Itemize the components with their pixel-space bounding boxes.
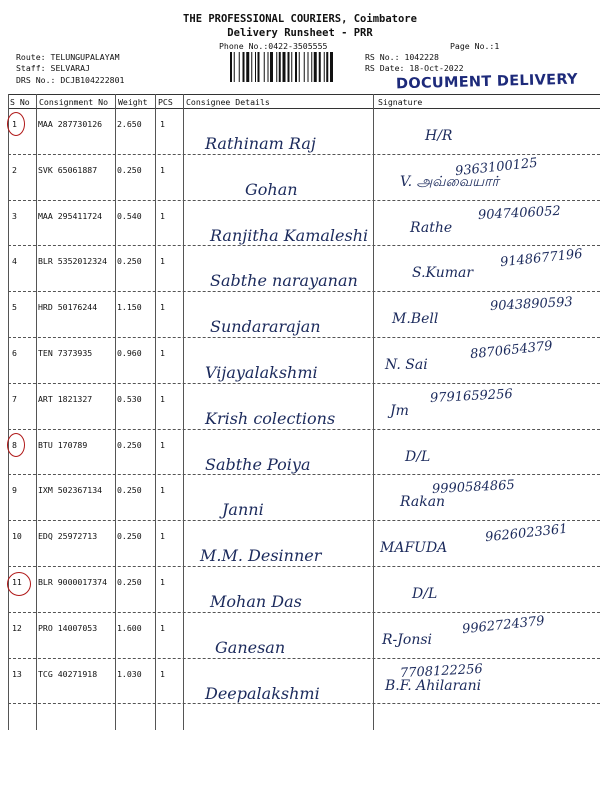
- consignee-name-handwritten: Gohan: [245, 179, 298, 199]
- consignee-name-handwritten: M.M. Desinner: [200, 546, 322, 566]
- row-divider: [8, 474, 600, 475]
- red-circle-mark: [7, 572, 31, 596]
- row-weight: 0.540: [117, 210, 142, 221]
- row-weight: 1.030: [117, 668, 142, 679]
- signature-handwritten: R-Jonsi: [382, 631, 432, 648]
- row-sno: 6: [12, 348, 17, 358]
- barcode-bar: [291, 52, 292, 82]
- row-divider: [8, 154, 600, 155]
- signature-handwritten: D/L: [405, 448, 431, 465]
- consignee-name-handwritten: Rathinam Raj: [205, 134, 316, 153]
- drs-label: DRS No.:: [16, 75, 56, 85]
- signature-phone-handwritten: 9626023361: [484, 521, 569, 546]
- col-divider: [183, 94, 184, 730]
- route-label: Route:: [16, 52, 46, 62]
- row-pcs: 1: [160, 256, 165, 267]
- row-sno: 3: [12, 210, 17, 221]
- row-consignment-no: TCG 40271918: [38, 668, 98, 679]
- runsheet-title: Delivery Runsheet - PRR: [227, 27, 373, 39]
- signature-phone-handwritten: 9990584865: [431, 478, 516, 498]
- consignee-name-handwritten: Janni: [222, 500, 264, 520]
- row-divider: [8, 658, 600, 659]
- row-weight: 2.650: [117, 119, 142, 129]
- barcode-bar: [299, 52, 300, 82]
- signature-handwritten: Rathe: [410, 219, 453, 236]
- row-sno: 11: [12, 577, 22, 587]
- signature-phone-handwritten: 8870654379: [469, 338, 554, 363]
- col-header-sno: S No: [10, 97, 30, 107]
- barcode-bar: [311, 52, 312, 82]
- barcode-bar: [279, 52, 281, 82]
- row-sno: 4: [12, 256, 17, 267]
- barcode-bar: [288, 52, 290, 82]
- signature-phone-handwritten: 7708122256: [399, 661, 484, 681]
- document-delivery-stamp: DOCUMENT DELIVERY: [395, 71, 579, 93]
- barcode-bar: [239, 52, 240, 82]
- row-sno: 10: [12, 531, 22, 542]
- row-divider: [8, 566, 600, 567]
- row-pcs: 1: [160, 302, 165, 313]
- col-header-consignee: Consignee Details: [186, 97, 270, 107]
- row-divider: [8, 200, 600, 201]
- row-consignment-no: HRD 50176244: [38, 302, 98, 313]
- drs-row: [16, 75, 124, 85]
- signature-handwritten: N. Sai: [385, 357, 428, 373]
- row-weight: 0.250: [117, 577, 142, 587]
- row-consignment-no: EDQ 25972713: [38, 531, 98, 542]
- barcode-bar: [264, 52, 265, 82]
- row-pcs: 1: [160, 164, 165, 175]
- consignee-name-handwritten: Ganesan: [215, 637, 286, 657]
- row-pcs: 1: [160, 348, 165, 358]
- row-divider: [8, 703, 600, 704]
- row-pcs: 1: [160, 393, 165, 404]
- consignee-name-handwritten: Krish colections: [205, 408, 336, 428]
- col-divider: [115, 94, 116, 730]
- col-header-pcs: PCS: [158, 97, 173, 107]
- row-weight: 0.250: [117, 485, 142, 496]
- barcode-bar: [330, 52, 333, 82]
- signature-phone-handwritten: 9791659256: [429, 386, 514, 406]
- signature-handwritten: V. அவ்வையார்: [400, 173, 499, 190]
- row-sno: 9: [12, 485, 17, 496]
- barcode-bar: [308, 52, 309, 82]
- barcode-bar: [258, 52, 260, 82]
- row-divider: [8, 291, 600, 292]
- row-sno: 5: [12, 302, 17, 313]
- col-header-weight: Weight: [118, 97, 148, 107]
- barcode: [230, 52, 358, 82]
- row-consignment-no: SVK 65061887: [38, 164, 98, 175]
- row-weight: 1.600: [117, 622, 142, 633]
- signature-handwritten: S.Kumar: [412, 265, 474, 282]
- row-pcs: 1: [160, 622, 165, 633]
- row-pcs: 1: [160, 210, 165, 221]
- barcode-bar: [304, 52, 305, 82]
- staff-label: Staff:: [16, 63, 46, 73]
- row-sno: 8: [12, 439, 17, 450]
- barcode-bar: [234, 52, 235, 82]
- row-sno: 12: [12, 622, 22, 633]
- row-sno: 7: [12, 393, 17, 404]
- signature-handwritten: H/R: [425, 128, 453, 144]
- barcode-bar: [230, 52, 232, 82]
- barcode-bar: [319, 52, 321, 82]
- row-divider: [8, 612, 600, 613]
- row-divider: [8, 429, 600, 430]
- signature-phone-handwritten: 9148677196: [499, 247, 584, 271]
- signature-phone-handwritten: 9043890593: [489, 295, 574, 315]
- row-weight: 0.530: [117, 393, 142, 404]
- col-divider: [373, 94, 374, 730]
- signature-handwritten: MAFUDA: [380, 540, 448, 557]
- signature-handwritten: Jm: [390, 402, 409, 419]
- row-consignment-no: BLR 9000017374: [38, 577, 108, 587]
- route-row: [16, 52, 120, 62]
- signature-phone-handwritten: 9363100125: [454, 155, 539, 180]
- rs-no-label: RS No.:: [365, 52, 400, 62]
- red-circle-mark: [7, 433, 25, 457]
- barcode-bar: [268, 52, 269, 82]
- consignee-name-handwritten: Ranjitha Kamaleshi: [210, 225, 369, 245]
- barcode-bar: [246, 52, 249, 82]
- row-consignment-no: MAA 287730126: [38, 119, 103, 129]
- signature-phone-handwritten: 9047406052: [477, 203, 562, 223]
- row-divider: [8, 520, 600, 521]
- staff-value: SELVARAJ: [50, 63, 90, 73]
- barcode-bar: [283, 52, 286, 82]
- row-divider: [8, 245, 600, 246]
- row-weight: 0.250: [117, 256, 142, 267]
- col-divider: [155, 94, 156, 730]
- col-header-signature: Signature: [378, 97, 423, 107]
- row-sno: 13: [12, 668, 22, 679]
- col-divider: [8, 94, 9, 730]
- table-header-rule: [8, 108, 600, 109]
- row-consignment-no: TEN 7373935: [38, 348, 93, 358]
- drs-value: DCJB104222801: [60, 75, 125, 85]
- row-consignment-no: IXM 502367134: [38, 485, 103, 496]
- rs-date-label: RS Date:: [365, 63, 405, 73]
- signature-handwritten: B.F. Ahilarani: [385, 677, 482, 694]
- consignee-name-handwritten: Sabthe Poiya: [205, 454, 311, 474]
- signature-phone-handwritten: 9962724379: [461, 613, 546, 638]
- row-weight: 0.250: [117, 531, 142, 542]
- company-title: THE PROFESSIONAL COURIERS, Coimbatore: [183, 13, 417, 25]
- row-weight: 0.250: [117, 164, 142, 175]
- consignee-name-handwritten: Mohan Das: [210, 592, 302, 611]
- consignee-name-handwritten: Sundararajan: [210, 317, 321, 337]
- row-consignment-no: MAA 295411724: [38, 210, 103, 221]
- barcode-bar: [243, 52, 245, 82]
- signature-handwritten: M.Bell: [392, 311, 439, 328]
- red-circle-mark: [7, 112, 25, 136]
- row-pcs: 1: [160, 531, 165, 542]
- barcode-bar: [295, 52, 297, 82]
- staff-row: [16, 63, 90, 73]
- row-weight: 0.960: [117, 348, 142, 358]
- row-pcs: 1: [160, 485, 165, 496]
- col-header-consignment: Consignment No: [39, 97, 109, 107]
- row-pcs: 1: [160, 668, 165, 679]
- consignee-name-handwritten: Vijayalakshmi: [205, 363, 318, 382]
- row-pcs: 1: [160, 577, 165, 587]
- barcode-bar: [251, 52, 252, 82]
- barcode-bar: [255, 52, 256, 82]
- row-consignment-no: PRO 14007053: [38, 622, 98, 633]
- col-divider: [36, 94, 37, 730]
- rs-date-value: 18-Oct-2022: [409, 63, 464, 73]
- row-pcs: 1: [160, 119, 165, 129]
- page-number: Page No.:1: [450, 41, 500, 51]
- barcode-bar: [314, 52, 317, 82]
- phone-number: Phone No.:0422-3505555: [219, 41, 328, 51]
- signature-handwritten: D/L: [412, 586, 438, 602]
- rs-no-row: [365, 52, 439, 62]
- row-sno: 1: [12, 119, 17, 129]
- route-value: TELUNGUPALAYAM: [50, 52, 120, 62]
- table-top-rule: [8, 94, 600, 95]
- consignee-name-handwritten: Deepalakshmi: [205, 683, 320, 703]
- row-divider: [8, 337, 600, 338]
- row-pcs: 1: [160, 439, 165, 450]
- barcode-bar: [324, 52, 325, 82]
- barcode-bar: [270, 52, 273, 82]
- barcode-bar: [276, 52, 277, 82]
- consignee-name-handwritten: Sabthe narayanan: [210, 271, 358, 291]
- rs-date-row: [365, 63, 464, 73]
- barcode-bar: [326, 52, 328, 82]
- row-sno: 2: [12, 164, 17, 175]
- row-consignment-no: BTU 170789: [38, 439, 88, 450]
- row-weight: 1.150: [117, 302, 142, 313]
- rs-no-value: 1042228: [404, 52, 439, 62]
- signature-handwritten: Rakan: [400, 494, 446, 511]
- row-divider: [8, 383, 600, 384]
- row-consignment-no: BLR 5352012324: [38, 256, 108, 267]
- row-consignment-no: ART 1821327: [38, 393, 93, 404]
- row-weight: 0.250: [117, 439, 142, 450]
